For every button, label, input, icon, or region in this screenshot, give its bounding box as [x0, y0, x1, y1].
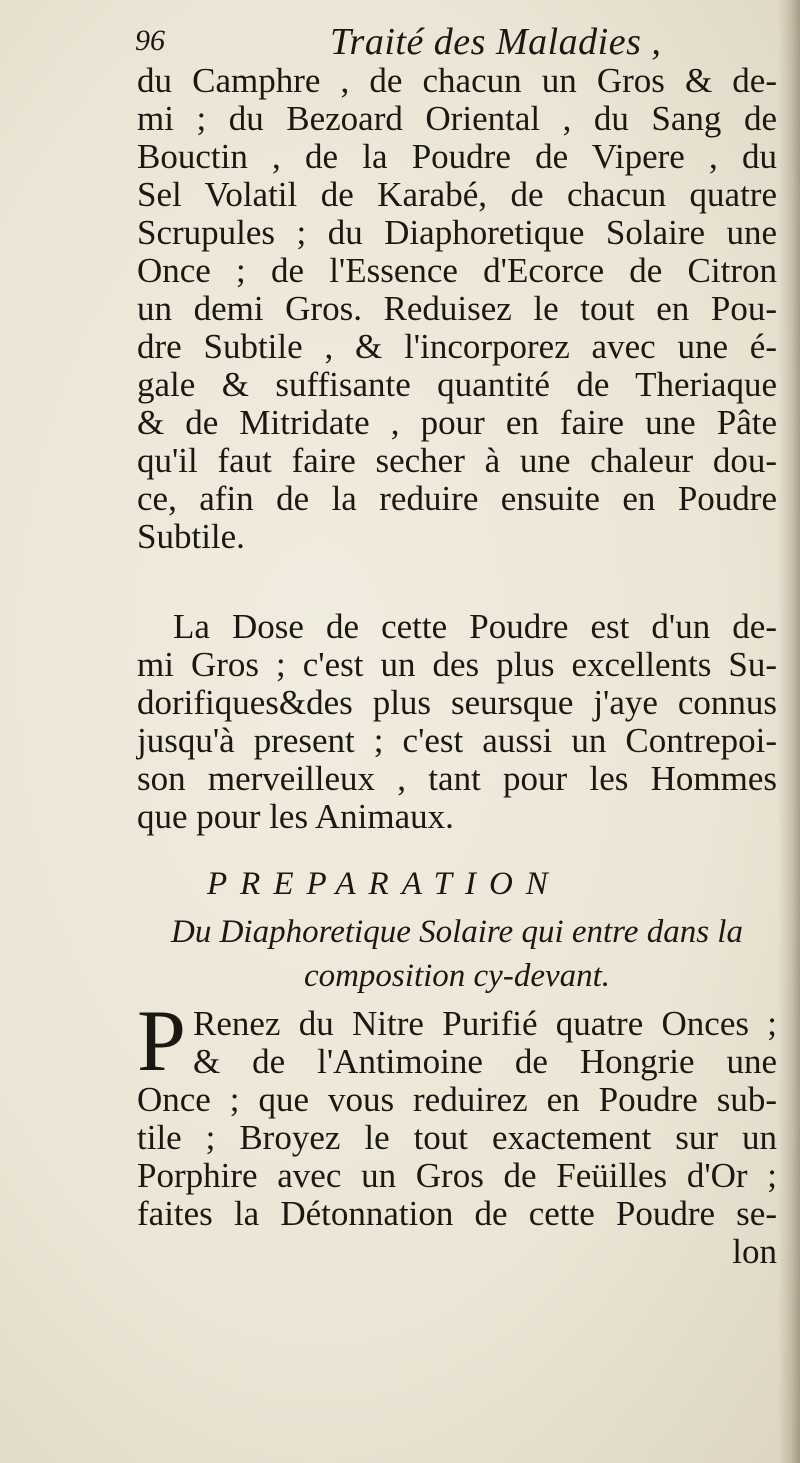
text-line: Porphire avec un Gros de Feüilles d'Or ; [137, 1156, 777, 1195]
text-line: ce, afin de la reduire ensuite en Poudre [137, 479, 777, 518]
subheading-line: composition cy-devant. [303, 958, 611, 994]
catchword: lon [732, 1232, 777, 1271]
text-line: Sel Volatil de Karabé, de chacun quatre [137, 175, 777, 214]
text-line: Once ; de l'Essence d'Ecorce de Citron [137, 251, 777, 290]
section-subheading [137, 910, 777, 998]
text-line: Scrupules ; du Diaphoretique Solaire une [137, 213, 777, 252]
text-line: mi Gros ; c'est un des plus excellents Su- [137, 645, 777, 684]
subheading-line: Du Diaphoretique Solaire qui entre dans la [171, 914, 743, 950]
text-line: que pour les Animaux. [137, 797, 454, 836]
paragraph-dose [137, 608, 777, 836]
text-line: mi ; du Bezoard Oriental , du Sang de [137, 99, 777, 138]
text-line: du Camphre , de chacun un Gros & de- [137, 61, 777, 100]
text-line: jusqu'à present ; c'est aussi un Contrepoi- [137, 721, 777, 760]
text-line: La Dose de cette Poudre est d'un de- [173, 607, 777, 646]
text-line: Bouctin , de la Poudre de Vipere , du [137, 137, 777, 176]
text-line: qu'il faut faire secher à une chaleur dou- [137, 441, 777, 480]
text-line: Subtile. [137, 517, 245, 556]
text-line: tile ; Broyez le tout exactement sur un [137, 1118, 777, 1157]
text-line: Renez du Nitre Purifié quatre Onces ; [193, 1004, 777, 1043]
text-line: Once ; que vous reduirez en Poudre sub- [137, 1080, 777, 1119]
text-line: son merveilleux , tant pour les Hommes [137, 759, 777, 798]
page-edge-shadow [778, 0, 800, 1463]
page-number: 96 [135, 24, 165, 57]
drop-cap: P [137, 993, 186, 1090]
paragraph-recipe [137, 62, 777, 556]
text-line: & de l'Antimoine de Hongrie une [193, 1042, 777, 1081]
text-line: dre Subtile , & l'incorporez avec une é- [137, 327, 777, 366]
text-line: faites la Détonnation de cette Poudre se- [137, 1194, 777, 1233]
running-head: Traité des Maladies , [330, 21, 662, 63]
text-line: & de Mitridate , pour en faire une Pâte [137, 403, 777, 442]
text-line: gale & suffisante quantité de Theriaque [137, 365, 777, 404]
section-heading: PREPARATION [207, 866, 561, 902]
text-line: un demi Gros. Reduisez le tout en Pou- [137, 289, 777, 328]
paragraph-preparation [137, 1005, 777, 1271]
text-line: dorifiques&des plus seursque j'aye connus [137, 683, 777, 722]
